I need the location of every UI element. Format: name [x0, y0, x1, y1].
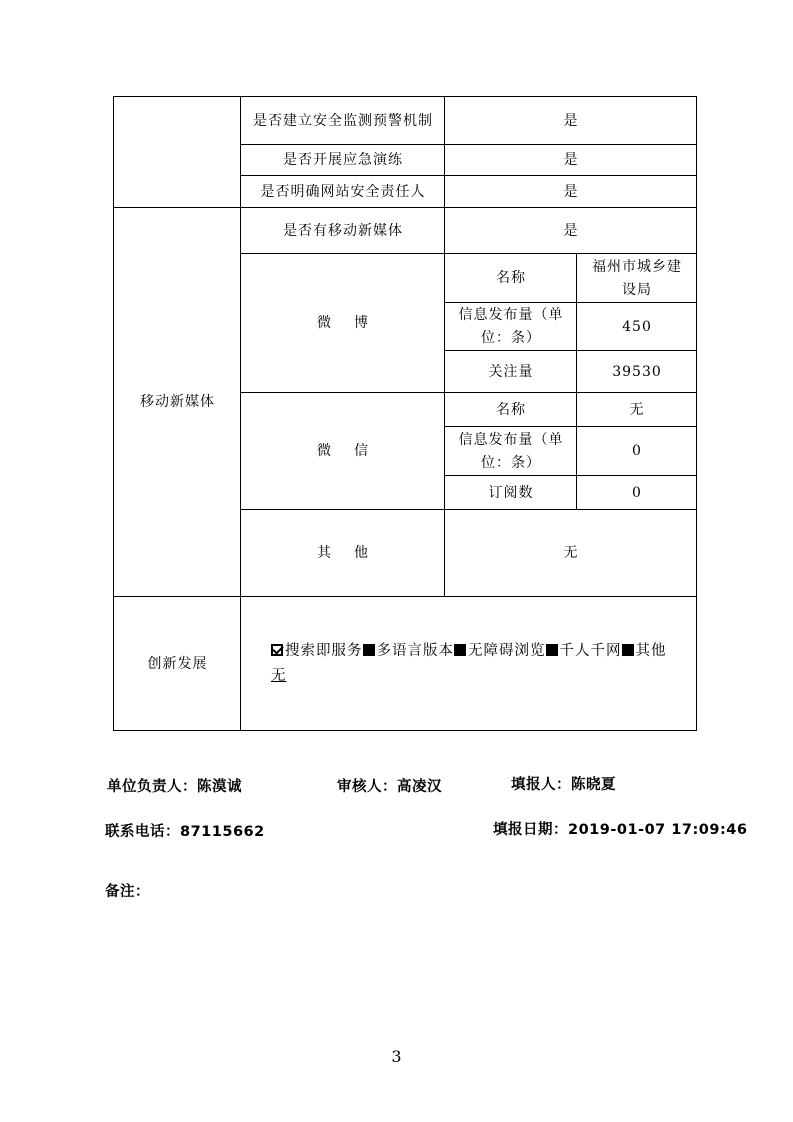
contact-phone: 联系电话：87115662 [105, 824, 265, 840]
drill-value: 是 [444, 144, 697, 176]
weibo-name-label: 名称 [444, 253, 577, 303]
wechat-posts-value: 0 [576, 426, 697, 476]
wechat-label: 微 信 [240, 392, 445, 510]
option-accessibility[interactable]: 无障碍浏览 [454, 643, 546, 659]
checkbox-icon[interactable] [363, 644, 375, 656]
page-number: 3 [391, 1047, 402, 1066]
other-media-label: 其 他 [240, 509, 445, 597]
innovation-options [240, 596, 697, 731]
remarks-label: 备注： [105, 884, 150, 900]
table-right-border [696, 96, 697, 731]
wechat-posts-label: 信息发布量（单位：条） [444, 426, 577, 476]
wechat-name-label: 名称 [444, 392, 577, 427]
option-search-service[interactable]: 搜索即服务 [271, 643, 363, 659]
option-other[interactable]: 其他 [622, 643, 667, 659]
wechat-name-value: 无 [576, 392, 697, 427]
section-cell-empty [113, 96, 241, 208]
option-multilingual[interactable]: 多语言版本 [363, 643, 455, 659]
wechat-subscribers-value: 0 [576, 475, 697, 510]
weibo-label: 微 博 [240, 253, 445, 393]
responsible-value: 是 [444, 175, 697, 208]
option-personalized[interactable]: 千人千网 [546, 643, 622, 659]
monitoring-value: 是 [444, 96, 697, 145]
responsible-label: 是否明确网站安全责任人 [240, 175, 445, 208]
weibo-followers-label: 关注量 [444, 350, 577, 393]
checkbox-icon[interactable] [622, 644, 634, 656]
innovation-label: 创新发展 [113, 596, 241, 731]
weibo-posts-value: 450 [576, 302, 697, 351]
checkbox-icon[interactable] [454, 644, 466, 656]
innovation-other-text: 无 [271, 668, 287, 684]
monitoring-label: 是否建立安全监测预警机制 [240, 96, 445, 145]
reviewer: 审核人：高凌汉 [337, 779, 442, 795]
has-mobile-label: 是否有移动新媒体 [240, 207, 445, 254]
filler: 填报人：陈晓夏 [511, 777, 616, 793]
unit-head: 单位负责人：陈漠诚 [107, 779, 242, 795]
weibo-posts-label: 信息发布量（单位：条） [444, 302, 577, 351]
weibo-followers-value: 39530 [576, 350, 697, 393]
other-media-value: 无 [444, 509, 697, 597]
has-mobile-value: 是 [444, 207, 697, 254]
wechat-subscribers-label: 订阅数 [444, 475, 577, 510]
mobile-section-label: 移动新媒体 [113, 207, 241, 597]
table-bottom-border [113, 730, 697, 731]
checkbox-icon[interactable] [546, 644, 558, 656]
fill-date: 填报日期：2019-01-07 17:09:46 [493, 822, 748, 838]
drill-label: 是否开展应急演练 [240, 144, 445, 176]
weibo-name-value: 福州市城乡建设局 [576, 253, 697, 303]
checkbox-checked-icon[interactable] [271, 644, 283, 656]
